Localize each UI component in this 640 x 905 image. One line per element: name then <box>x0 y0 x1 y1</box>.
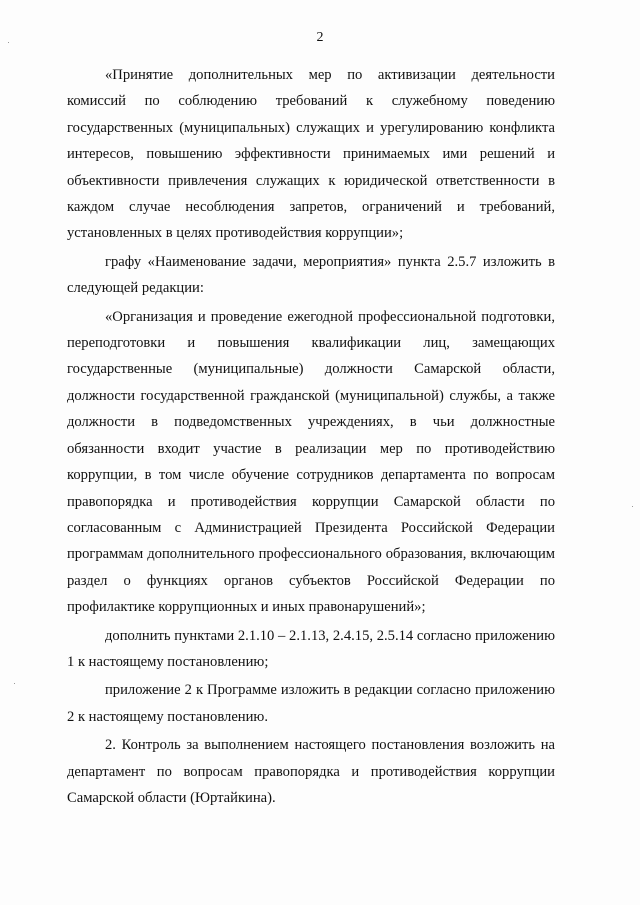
document-body <box>67 62 555 811</box>
paragraph-task-wording: «Принятие дополнительных мер по активизации деятельности комиссий по соблюдению требований к служебному поведению государственных (муниципальных) служащих и урегулированию конфликта интересов, повышению эффективности принимаемых ими решений и объективности привлечения служащих к юридической ответственности в каждом случае несоблюдения запретов, ограничений и требований, установленных в целях противодействия коррупции»; <box>67 67 555 242</box>
paragraph-control-clause: 2. Контроль за выполнением настоящего постановления возложить на департамент по вопросам правопорядка и противодействия коррупции Самарской области (Юртайкина). <box>67 737 555 806</box>
paragraph-column-amendment: графу «Наименование задачи, мероприятия» пункта 2.5.7 изложить в следующей редакции: <box>67 253 555 297</box>
scan-speck <box>8 42 9 43</box>
paragraph-add-items: дополнить пунктами 2.1.10 – 2.1.13, 2.4.15, 2.5.14 согласно приложению 1 к настоящему постановлению; <box>67 627 555 670</box>
paragraph-appendix-2: приложение 2 к Программе изложить в редакции согласно приложению 2 к настоящему постановлению. <box>67 682 555 725</box>
page-number: 2 <box>316 30 324 45</box>
paragraph-training-wording: «Организация и проведение ежегодной профессиональной подготовки, переподготовки и повышения квалификации лиц, замещающих государственные (муниципальные) должности Самарской области, должности государственной гражданской (муниципальной) службы, а также должности в подведомственных учреждениях, в чьи должностные обязанности входит участие в реализации мер по противодействию коррупции, в том числе обучение сотрудников департамента по вопросам правопорядка и противодействия коррупции Самарской области по согласованным с Администрацией Президента Российской Федерации программам дополнительного профессионального образования, включающим раздел о функциях органов субъектов Российской Федерации по профилактике коррупционных и иных правонарушений»; <box>67 308 555 616</box>
scan-speck <box>632 506 633 507</box>
scan-speck <box>14 683 15 684</box>
